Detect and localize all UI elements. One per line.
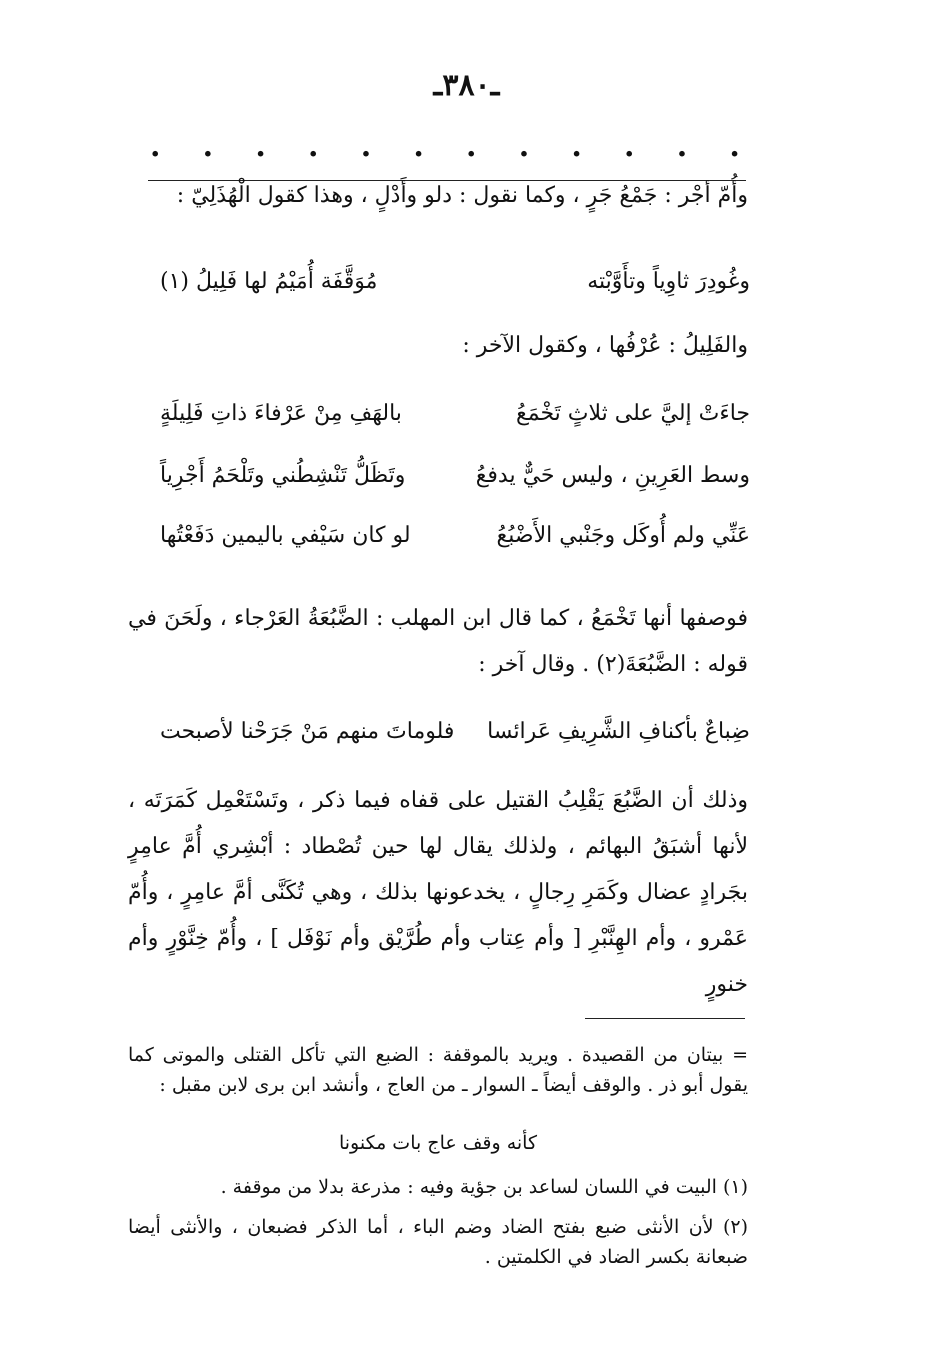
dot: . <box>624 129 635 164</box>
dot: . <box>308 129 319 164</box>
paragraph-2: والفَلِيلُ : عُرْفُها ، وكقول الآخر : <box>462 333 748 358</box>
dot: . <box>729 129 740 164</box>
dot: . <box>255 129 266 164</box>
footnote-continuation: = بيتان من القصيدة . ويريد بالموقفة : الضبع التي تأكل القتلى والموتى كما يقول أبو ذر . والوقف أيضاً ـ السوار ـ من العاج ، وأنشد ابن برى لابن مقبل : <box>128 1044 748 1096</box>
verse-hemistich-first: عَنِّي ولم أُوكَل وجَنْبي الأَضْبُعُ <box>496 523 750 548</box>
verse-hemistich-second: بالهَفِ مِنْ عَرْفاءَ ذاتِ فَلِيلَةٍ <box>160 401 402 426</box>
dot: . <box>571 129 582 164</box>
verse-hemistich-second: لو كان سَيْفي باليمين دَفَعْتُها <box>160 523 411 548</box>
paragraph-4: وذلك أن الضَّبُعَ يَقْلِبُ القتيل على قفاه فيما ذكر ، وتَسْتَعْمِل كَمَرَتَه ، لأنها أشبَقُ البهائم ، ولذلك يقال لها حين تُصْطاد : أبْشِري أُمَّ عامِرٍ بجَرادٍ عضال وكَمَرِ رِجالٍ ، يخدعونها بذلك ، وهي تُكَنَّى أمَّ عامِرٍ ، وأُمّ عَمْرو ، وأم الهِنَّبْرِ [ وأم عِتاب وأم طُرَّيْق وأم نَوْفَل ] ، وأُمّ خِنَّوْرٍ وأم خنورٍ <box>128 788 748 997</box>
dot: . <box>676 129 688 164</box>
verse-hemistich-second: وتَظَلُّ تَنْشِطُني وتَلْحَمُ أَجْرِياً <box>160 463 406 488</box>
verse-line-5 <box>160 716 750 748</box>
dot: . <box>202 129 214 164</box>
verse-line-4 <box>160 520 750 552</box>
separator-dots <box>150 129 740 164</box>
page-number: ـ٣٨٠ـ <box>433 68 500 103</box>
dot: . <box>413 129 424 164</box>
paragraph-3: فوصفها أنها تَخْمَعُ ، كما قال ابن المهلب : الضَّبُعَةُ العَرْجاء ، ولَحَنَ في قوله : الضَّبُعَةَ(٢) . وقال آخر : <box>128 606 748 677</box>
dot: . <box>150 129 161 164</box>
dot: . <box>360 129 372 164</box>
footnote-quote: كأنه وقف عاج بات مكنونا <box>338 1132 538 1154</box>
verse-hemistich-first: وسط العَرِينِ ، وليس حَيٌّ يدفعُ <box>475 463 750 488</box>
verse-hemistich-first: جاءَتْ إليَّ على ثلاثٍ تَخْمَعُ <box>516 401 750 426</box>
verse-hemistich-first: ضِباعٌ بأكنافِ الشَّرِيفِ عَرائسا <box>487 719 750 744</box>
verse-hemistich-second: مُوَقَّفَة أُمَيْمُ لها فَلِيلُ (١) <box>160 269 378 294</box>
paragraph-1: وأُمّ أجْر : جَمْعُ جَرٍ ، وكما نقول : دلو وأَدْلٍ ، وهذا كقول الْهُذَلِيّ : <box>176 183 748 208</box>
verse-hemistich-second: فلوماتَ منهم مَنْ جَرَحْنا لأصبحت <box>160 719 455 744</box>
footnote-1: (١) البيت في اللسان لساعد بن جؤية وفيه : مذرعة بدلا من موقفة . <box>220 1176 748 1198</box>
dot: . <box>466 129 477 164</box>
verse-line-1 <box>160 266 750 298</box>
verse-line-3 <box>160 460 750 492</box>
footnote-2: (٢) لأن الأنثى ضبع بفتح الضاد وضم الباء ، أما الذكر فضبعان ، والأنثى أيضا ضبعانة بكسر الضاد في الكلمتين . <box>128 1216 748 1268</box>
dot: . <box>518 129 530 164</box>
verse-hemistich-first: وغُودِرَ ثاوِياً وتأَوَّبْته <box>587 269 750 294</box>
verse-line-2 <box>160 398 750 430</box>
footnote-rule <box>585 1018 745 1019</box>
